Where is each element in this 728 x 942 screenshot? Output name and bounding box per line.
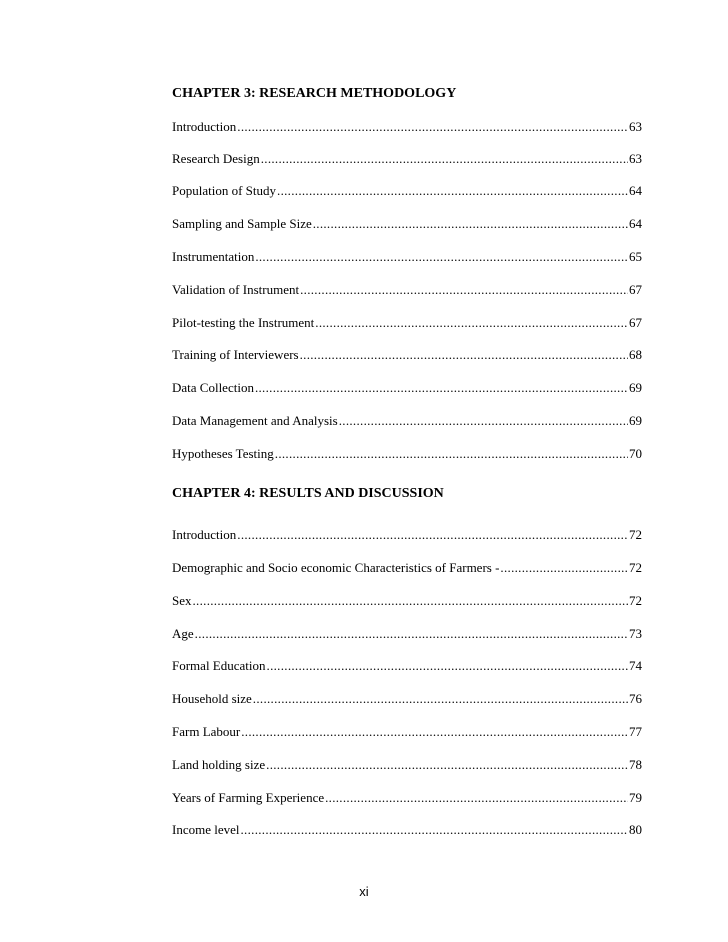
- toc-entry-page: 64: [629, 216, 642, 231]
- toc-entry-title: Introduction: [172, 119, 237, 134]
- toc-entry: [172, 593, 642, 609]
- toc-entry: [172, 626, 642, 642]
- toc-entry-page: 73: [629, 626, 642, 641]
- toc-entry: [172, 380, 642, 396]
- dot-leader: [339, 413, 628, 429]
- toc-entry-title: Population of Study: [172, 183, 277, 198]
- dot-leader: [241, 822, 629, 838]
- dot-leader: [195, 626, 628, 642]
- toc-entry-title: Formal Education: [172, 658, 266, 673]
- toc-entry: [172, 790, 642, 806]
- chapter-4-heading: CHAPTER 4: RESULTS AND DISCUSSION: [172, 486, 444, 501]
- toc-entry-page: 79: [629, 790, 642, 805]
- toc-entry-page: 74: [629, 658, 642, 673]
- toc-entry-title: Land holding size: [172, 757, 266, 772]
- toc-entry-title: Farm Labour: [172, 724, 241, 739]
- dot-leader: [255, 380, 628, 396]
- dot-leader: [237, 119, 628, 135]
- toc-entry: [172, 249, 642, 265]
- toc-entry-title: Demographic and Socio economic Characteristics of Farmers -: [172, 560, 500, 575]
- dot-leader: [266, 757, 628, 773]
- dot-leader: [237, 527, 628, 543]
- toc-entry: [172, 119, 642, 135]
- dot-leader: [313, 216, 628, 232]
- toc-entry-page: 77: [629, 724, 642, 739]
- toc-entry: [172, 347, 642, 363]
- toc-entry-title: Sampling and Sample Size: [172, 216, 312, 231]
- dot-leader: [255, 249, 628, 265]
- toc-entry-page: 65: [629, 249, 642, 264]
- toc-entry: [172, 527, 642, 543]
- dot-leader: [193, 593, 629, 609]
- toc-entry-title: Household size: [172, 691, 252, 706]
- toc-entry-title: Data Management and Analysis: [172, 413, 338, 428]
- toc-entry-title: Years of Farming Experience: [172, 790, 325, 805]
- toc-entry: [172, 315, 642, 331]
- toc-entry-title: Validation of Instrument: [172, 282, 300, 297]
- dot-leader: [300, 347, 628, 363]
- toc-entry: [172, 216, 642, 232]
- chapter-3-heading: CHAPTER 3: RESEARCH METHODOLOGY: [172, 86, 457, 101]
- dot-leader: [275, 446, 628, 462]
- toc-entry-page: 69: [629, 413, 642, 428]
- toc-entry-page: 72: [629, 593, 642, 608]
- toc-entry: [172, 282, 642, 298]
- toc-entry-title: Sex: [172, 593, 192, 608]
- toc-entry: [172, 446, 642, 462]
- dot-leader: [325, 790, 628, 806]
- toc-entry: [172, 183, 642, 199]
- toc-entry: [172, 560, 642, 576]
- dot-leader: [500, 560, 628, 576]
- dot-leader: [267, 658, 628, 674]
- toc-entry-page: 64: [629, 183, 642, 198]
- toc-entry-page: 78: [629, 757, 642, 772]
- toc-entry-page: 69: [629, 380, 642, 395]
- toc-entry-page: 70: [629, 446, 642, 461]
- toc-entry-page: 72: [629, 527, 642, 542]
- toc-entry-title: Training of Interviewers: [172, 347, 299, 362]
- toc-entry-title: Pilot-testing the Instrument: [172, 315, 315, 330]
- toc-entry-title: Instrumentation: [172, 249, 255, 264]
- toc-entry-title: Data Collection: [172, 380, 254, 395]
- dot-leader: [277, 183, 628, 199]
- dot-leader: [253, 691, 628, 707]
- toc-entry-page: 67: [629, 315, 642, 330]
- toc-entry-page: 63: [629, 119, 642, 134]
- toc-entry: [172, 822, 642, 838]
- toc-entry: [172, 691, 642, 707]
- toc-entry-page: 80: [629, 822, 642, 837]
- toc-entry-page: 72: [629, 560, 642, 575]
- dot-leader: [241, 724, 628, 740]
- toc-entry-page: 68: [629, 347, 642, 362]
- toc-entry: [172, 413, 642, 429]
- toc-entry-page: 67: [629, 282, 642, 297]
- toc-entry-title: Research Design: [172, 151, 260, 166]
- dot-leader: [261, 151, 628, 167]
- toc-entry-page: 63: [629, 151, 642, 166]
- toc-entry-page: 76: [629, 691, 642, 706]
- toc-entry: [172, 724, 642, 740]
- dot-leader: [315, 315, 628, 331]
- toc-entry-title: Hypotheses Testing: [172, 446, 274, 461]
- toc-entry-title: Introduction: [172, 527, 237, 542]
- toc-entry: [172, 757, 642, 773]
- dot-leader: [300, 282, 628, 298]
- toc-entry: [172, 151, 642, 167]
- toc-entry-title: Age: [172, 626, 194, 641]
- toc-entry-title: Income level: [172, 822, 240, 837]
- toc-entry: [172, 658, 642, 674]
- page-number: xi: [359, 884, 369, 899]
